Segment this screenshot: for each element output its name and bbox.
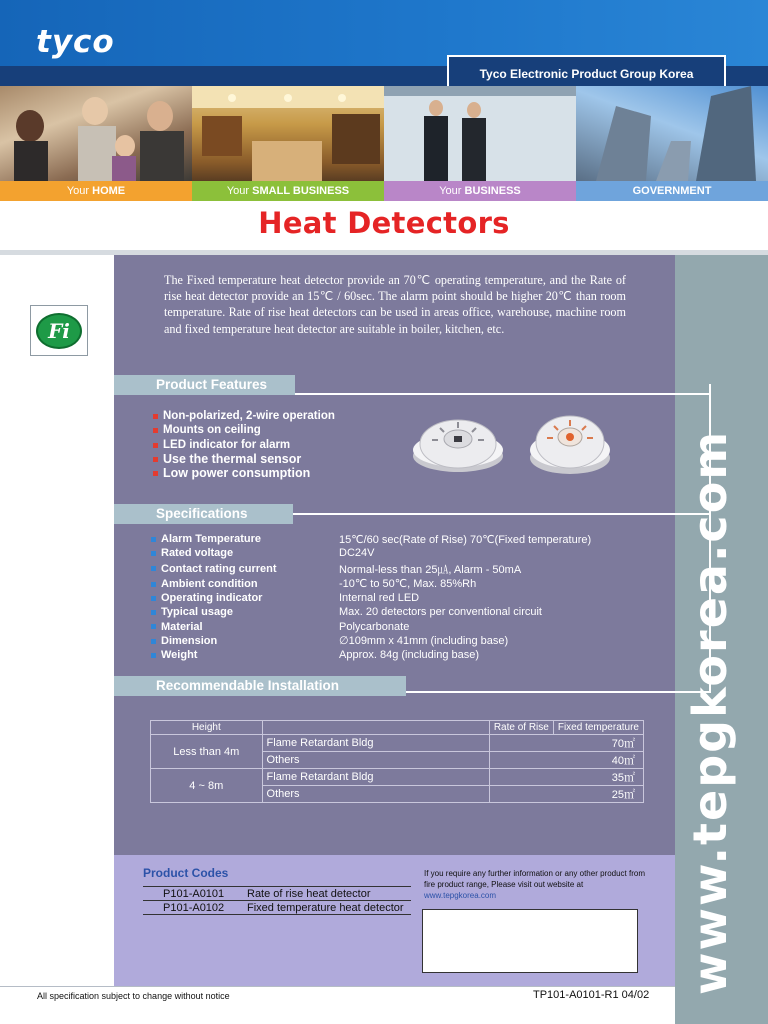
spec-value: DC24V xyxy=(339,547,375,560)
tab-government: GOVERNMENT xyxy=(576,181,768,201)
photo-government xyxy=(576,86,768,181)
footer-disclaimer: All specification subject to change without notice xyxy=(37,991,230,1001)
product-codes-heading: Product Codes xyxy=(143,866,229,880)
tyco-logo: tyco xyxy=(36,24,115,60)
spec-value: Approx. 84g (including base) xyxy=(339,649,480,662)
features-heading: Product Features xyxy=(114,375,295,395)
product-description: Rate of rise heat detector xyxy=(243,887,411,901)
photo-small-business xyxy=(192,86,384,181)
table-row xyxy=(151,769,644,786)
building-cell: Flame Retardant Bldg xyxy=(262,735,489,752)
column-header: Fixed temperature xyxy=(553,721,643,735)
spec-value: Max. 20 detectors per conventional circuit xyxy=(339,606,542,619)
vertical-website-url: www.tepgkorea.com xyxy=(683,429,737,995)
page-title: Heat Detectors xyxy=(258,206,510,240)
specifications-table xyxy=(150,532,591,662)
connector-line xyxy=(293,513,711,515)
column-header: Rate of Rise xyxy=(489,721,553,735)
footer-divider xyxy=(0,986,675,987)
area-cell: 70㎡ xyxy=(489,735,643,752)
table-row xyxy=(150,648,591,662)
product-codes-table xyxy=(143,886,411,915)
features-list xyxy=(152,409,335,480)
feature-item: Low power consumption xyxy=(152,466,335,480)
tab-small-business: Your SMALL BUSINESS xyxy=(192,181,384,201)
column-header: Height xyxy=(151,721,263,735)
table-row xyxy=(150,577,591,591)
tab-business: Your BUSINESS xyxy=(384,181,576,201)
spec-value: 15℃/60 sec(Rate of Rise) 70℃(Fixed temperature) xyxy=(339,533,592,546)
fi-badge xyxy=(30,305,88,356)
spec-value: Polycarbonate xyxy=(339,620,410,633)
spec-key: Alarm Temperature xyxy=(150,532,339,546)
installation-heading: Recommendable Installation xyxy=(114,676,406,696)
spec-key: Rated voltage xyxy=(150,546,339,560)
product-code: P101-A0101 xyxy=(143,887,243,901)
connector-line xyxy=(406,691,711,693)
spec-key: Operating indicator xyxy=(150,591,339,605)
document-id: TP101-A0101-R1 04/02 xyxy=(533,989,650,1001)
area-cell: 40㎡ xyxy=(489,752,643,769)
height-cell: 4 ~ 8m xyxy=(151,769,263,803)
area-cell: 25㎡ xyxy=(489,786,643,803)
product-code: P101-A0102 xyxy=(143,901,243,915)
table-row xyxy=(150,532,591,546)
product-description: Fixed temperature heat detector xyxy=(243,901,411,915)
photo-business xyxy=(384,86,576,181)
contact-text: If you require any further information or any other product from fire product range, Please visit out website at xyxy=(424,869,645,889)
table-row xyxy=(150,619,591,633)
photo-home xyxy=(0,86,192,181)
tab-home: Your HOME xyxy=(0,181,192,201)
spec-value: -10℃ to 50℃, Max. 85%Rh xyxy=(339,578,477,591)
spec-key: Ambient condition xyxy=(150,577,339,591)
table-row xyxy=(143,901,411,915)
feature-item: LED indicator for alarm xyxy=(152,438,335,452)
specifications-heading: Specifications xyxy=(114,504,293,524)
intro-paragraph: The Fixed temperature heat detector provide an 70℃ operating temperature, and the Rate of rise heat detector provide an 15℃ / 60sec. The alarm point should be higher 20℃ than room temperature. Rate of rise heat detectors can be used in areas office, warehouse, machine room and fixed temperature heat detector are suitable in boiler, kitchen, etc. xyxy=(164,273,626,336)
spec-key: Dimension xyxy=(150,634,339,648)
height-cell: Less than 4m xyxy=(151,735,263,769)
spec-key: Material xyxy=(150,619,339,633)
fixed-temperature-detector-image xyxy=(410,414,506,478)
spec-value: Normal-less than 25㎂, Alarm - 50mA xyxy=(339,563,522,576)
table-header-row xyxy=(151,721,644,735)
feature-item: Non-polarized, 2-wire operation xyxy=(152,409,335,423)
spec-key: Contact rating current xyxy=(150,561,339,577)
feature-item: Use the thermal sensor xyxy=(152,452,335,466)
group-name-box: Tyco Electronic Product Group Korea xyxy=(447,55,726,93)
table-row xyxy=(150,605,591,619)
table-row xyxy=(150,634,591,648)
spec-key: Weight xyxy=(150,648,339,662)
connector-line xyxy=(295,393,711,395)
spec-key: Typical usage xyxy=(150,605,339,619)
spec-value: Internal red LED xyxy=(339,592,420,605)
contact-info xyxy=(424,868,654,901)
table-row xyxy=(150,561,591,577)
table-row xyxy=(150,546,591,560)
building-cell: Others xyxy=(262,786,489,803)
installation-table xyxy=(150,720,644,803)
table-row xyxy=(151,735,644,752)
dealer-stamp-box xyxy=(422,909,638,973)
fi-logo-icon: Fi xyxy=(36,313,82,349)
area-cell: 35㎡ xyxy=(489,769,643,786)
spec-value: ∅109mm x 41mm (including base) xyxy=(339,635,509,648)
feature-item: Mounts on ceiling xyxy=(152,423,335,437)
table-row xyxy=(143,887,411,901)
building-cell: Others xyxy=(262,752,489,769)
rate-of-rise-detector-image xyxy=(527,412,613,480)
building-cell: Flame Retardant Bldg xyxy=(262,769,489,786)
connector-line xyxy=(709,393,711,693)
column-header xyxy=(262,721,489,735)
website-link[interactable]: www.tepgkorea.com xyxy=(424,891,497,900)
table-row xyxy=(150,591,591,605)
